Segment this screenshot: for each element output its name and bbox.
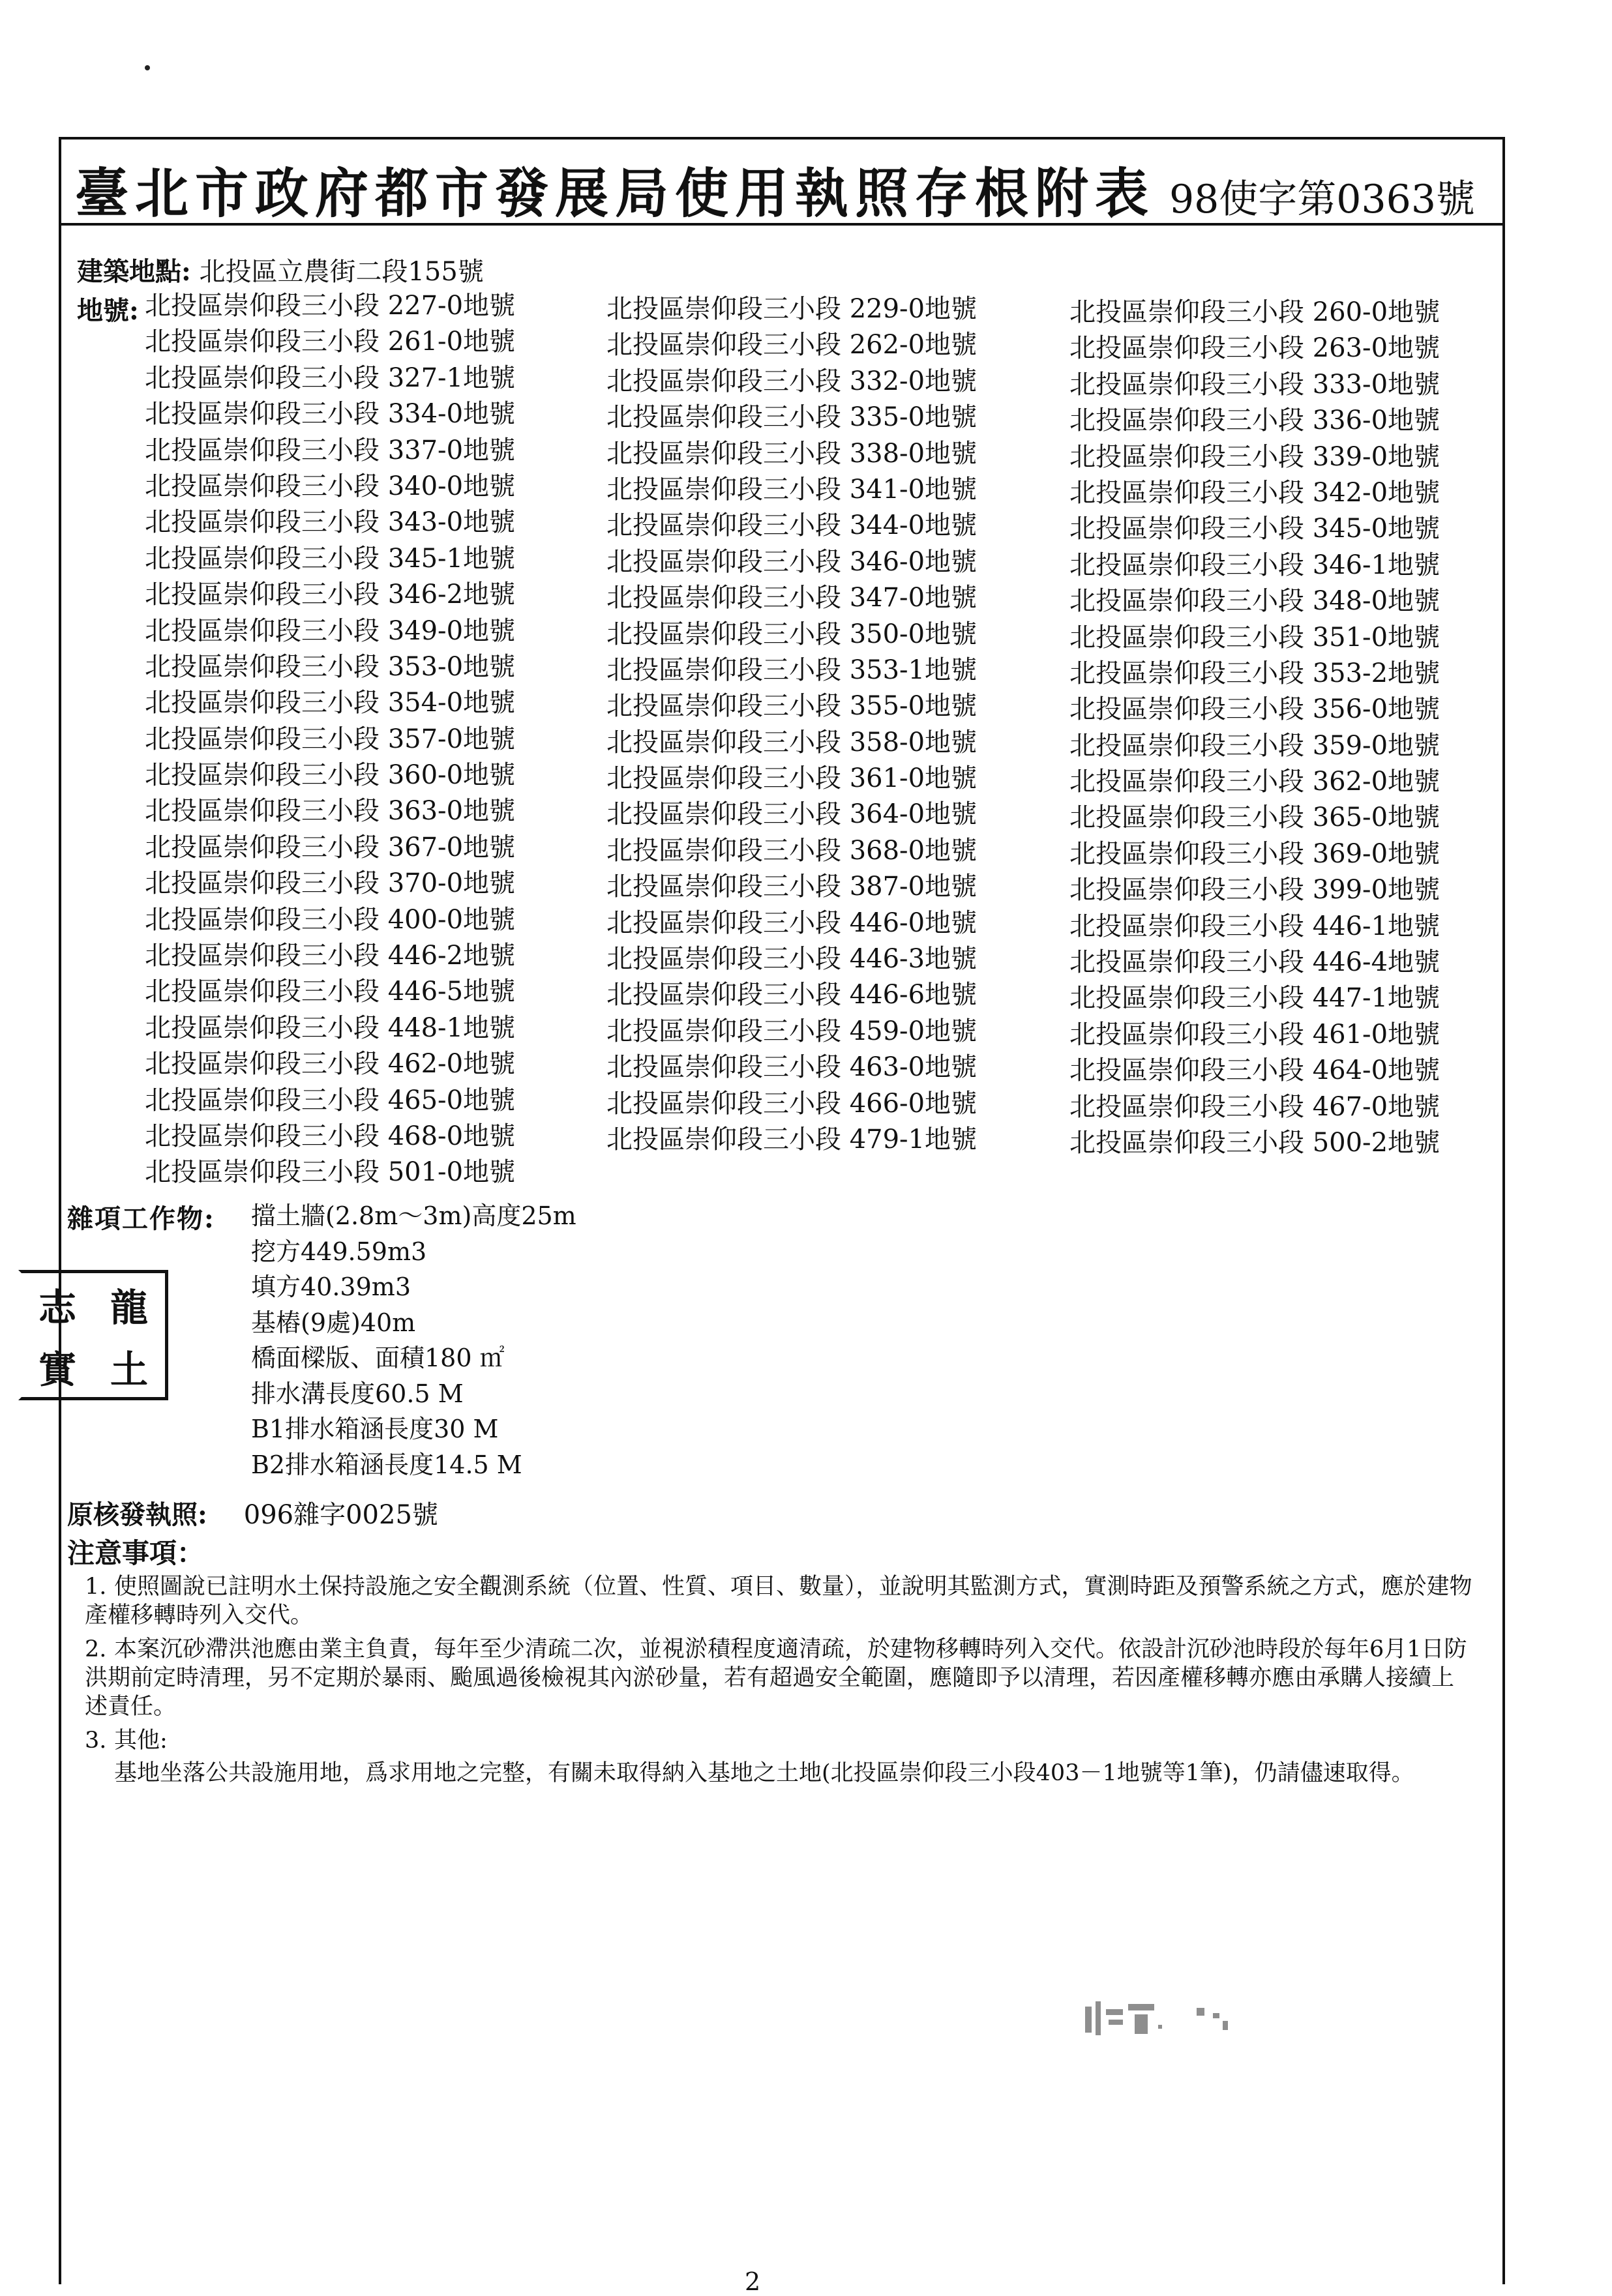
lot-number-item: 北投區崇仰段三小段 348-0地號 bbox=[1069, 586, 1440, 617]
lot-number-item: 北投區崇仰段三小段 345-1地號 bbox=[145, 543, 516, 574]
lot-number-item: 北投區崇仰段三小段 463-0地號 bbox=[606, 1052, 978, 1083]
lot-number-item: 北投區崇仰段三小段 459-0地號 bbox=[606, 1016, 978, 1046]
lot-number-item: 北投區崇仰段三小段 351-0地號 bbox=[1069, 622, 1440, 653]
misc-structures-label: 雜項工作物: bbox=[67, 1203, 215, 1234]
misc-structures-list bbox=[251, 1198, 576, 1482]
document-title: 臺北市政府都市發展局使用執照存根附表 bbox=[75, 162, 1156, 225]
lot-number-item: 北投區崇仰段三小段 367-0地號 bbox=[145, 832, 516, 862]
lot-number-item: 北投區崇仰段三小段 357-0地號 bbox=[145, 724, 516, 754]
misc-structure-item: 橋面樑版、面積180 ㎡ bbox=[251, 1344, 505, 1372]
lot-number-item: 北投區崇仰段三小段 346-1地號 bbox=[1069, 550, 1440, 580]
lot-number-item: 北投區崇仰段三小段 446-6地號 bbox=[606, 980, 978, 1010]
original-permit bbox=[67, 1494, 438, 1531]
misc-structure-item: 挖方449.59m3 bbox=[251, 1237, 427, 1266]
lot-number-item: 北投區崇仰段三小段 448-1地號 bbox=[145, 1012, 516, 1043]
lot-number-item: 北投區崇仰段三小段 335-0地號 bbox=[606, 402, 978, 433]
lot-number-item: 北投區崇仰段三小段 340-0地號 bbox=[145, 471, 516, 501]
original-permit-label: 原核發執照: bbox=[67, 1499, 207, 1530]
lot-number-item: 北投區崇仰段三小段 364-0地號 bbox=[606, 799, 978, 830]
lot-number-item: 北投區崇仰段三小段 353-0地號 bbox=[145, 651, 516, 682]
misc-structure-item: B2排水箱涵長度14.5 M bbox=[251, 1450, 522, 1479]
lot-number-item: 北投區崇仰段三小段 262-0地號 bbox=[606, 330, 978, 361]
seal-char: 志 bbox=[38, 1285, 76, 1330]
official-seal-stamp bbox=[18, 1270, 168, 1400]
misc-structure-item: 排水溝長度60.5 M bbox=[251, 1379, 464, 1408]
lot-number-item: 北投區崇仰段三小段 446-1地號 bbox=[1069, 911, 1440, 941]
lot-number-item: 北投區崇仰段三小段 349-0地號 bbox=[145, 615, 516, 646]
building-site-label: 建築地點: bbox=[77, 256, 191, 287]
building-site-address: 北投區立農街二段155號 bbox=[199, 257, 484, 287]
lot-column-1 bbox=[145, 288, 515, 1191]
note-item bbox=[85, 1572, 1474, 1630]
lot-number-item: 北投區崇仰段三小段 263-0地號 bbox=[1069, 333, 1440, 364]
lot-number-item: 北投區崇仰段三小段 344-0地號 bbox=[606, 510, 978, 541]
lot-number-item: 北投區崇仰段三小段 327-1地號 bbox=[145, 362, 516, 393]
lot-number-item: 北投區崇仰段三小段 387-0地號 bbox=[606, 872, 978, 902]
lot-number-item: 北投區崇仰段三小段 400-0地號 bbox=[145, 904, 516, 935]
lot-number-item: 北投區崇仰段三小段 362-0地號 bbox=[1069, 767, 1440, 797]
lot-number-item: 北投區崇仰段三小段 501-0地號 bbox=[145, 1157, 516, 1188]
lot-number-item: 北投區崇仰段三小段 370-0地號 bbox=[145, 868, 516, 899]
lot-number-item: 北投區崇仰段三小段 260-0地號 bbox=[1069, 297, 1440, 327]
lot-number-item: 北投區崇仰段三小段 355-0地號 bbox=[606, 691, 978, 722]
lot-number-item: 北投區崇仰段三小段 354-0地號 bbox=[145, 688, 516, 718]
note-number: 1. bbox=[85, 1574, 107, 1600]
lot-number-item: 北投區崇仰段三小段 446-5地號 bbox=[145, 977, 516, 1007]
lot-number-item: 北投區崇仰段三小段 347-0地號 bbox=[606, 583, 978, 613]
notes-title: 注意事項： bbox=[67, 1537, 205, 1569]
lot-number-item: 北投區崇仰段三小段 346-0地號 bbox=[606, 546, 978, 577]
lot-number-item: 北投區崇仰段三小段 359-0地號 bbox=[1069, 730, 1440, 761]
lot-number-item: 北投區崇仰段三小段 353-2地號 bbox=[1069, 658, 1440, 688]
lot-number-item: 北投區崇仰段三小段 356-0地號 bbox=[1069, 694, 1440, 725]
lot-number-item: 北投區崇仰段三小段 339-0地號 bbox=[1069, 441, 1440, 472]
lot-number-item: 北投區崇仰段三小段 361-0地號 bbox=[606, 763, 978, 794]
misc-structure-item: 填方40.39m3 bbox=[251, 1273, 411, 1301]
permit-number: 98使字第0363號 bbox=[1169, 177, 1475, 222]
lot-number-item: 北投區崇仰段三小段 350-0地號 bbox=[606, 619, 978, 649]
lot-number-item: 北投區崇仰段三小段 345-0地號 bbox=[1069, 514, 1440, 544]
seal-char: 龍 bbox=[110, 1285, 148, 1330]
lot-number-item: 北投區崇仰段三小段 479-1地號 bbox=[606, 1124, 978, 1155]
seal-char: 土 bbox=[110, 1347, 148, 1392]
lot-number-item: 北投區崇仰段三小段 447-1地號 bbox=[1069, 983, 1440, 1014]
faded-signature-mark bbox=[1082, 1995, 1291, 2040]
lot-number-item: 北投區崇仰段三小段 343-0地號 bbox=[145, 507, 516, 538]
original-permit-number: 096雜字0025號 bbox=[243, 1500, 438, 1530]
lot-number-item: 北投區崇仰段三小段 500-2地號 bbox=[1069, 1127, 1440, 1158]
lot-number-item: 北投區崇仰段三小段 462-0地號 bbox=[145, 1049, 516, 1080]
note-text: 使照圖說已註明水土保持設施之安全觀測系統（位置、性質、項目、數量），並說明其監測方式，實測時距及預警系統之方式，應於建物產權移轉時列入交代。 bbox=[85, 1574, 1472, 1628]
lot-number-item: 北投區崇仰段三小段 333-0地號 bbox=[1069, 369, 1440, 400]
lot-number-item: 北投區崇仰段三小段 399-0地號 bbox=[1069, 875, 1440, 905]
note-text: 本案沉砂滯洪池應由業主負責，每年至少清疏二次，並視淤積程度適清疏，於建物移轉時列入交代。依設計沉砂池時段於每年6月1日防洪期前定時清理，另不定期於暴雨、颱風過後檢視其內淤砂量，若有超過安全範圍，應隨即予以清理，若因產權移轉亦應由承購人接續上述責任。 bbox=[85, 1636, 1467, 1720]
lot-number-item: 北投區崇仰段三小段 368-0地號 bbox=[606, 835, 978, 866]
building-site bbox=[77, 251, 484, 288]
lot-number-item: 北投區崇仰段三小段 337-0地號 bbox=[145, 435, 516, 465]
note-number: 3. bbox=[85, 1728, 107, 1754]
note-item bbox=[85, 1635, 1474, 1721]
lot-number-item: 北投區崇仰段三小段 363-0地號 bbox=[145, 796, 516, 827]
page-number: 2 bbox=[745, 2267, 761, 2296]
lot-number-item: 北投區崇仰段三小段 353-1地號 bbox=[606, 655, 978, 685]
note-extra-text: 基地坐落公共設施用地，爲求用地之完整，有關未取得納入基地之土地(北投區崇仰段三小段403－1地號等1筆)，仍請儘速取得。 bbox=[114, 1760, 1414, 1786]
lot-number-item: 北投區崇仰段三小段 334-0地號 bbox=[145, 399, 516, 430]
lot-number-item: 北投區崇仰段三小段 465-0地號 bbox=[145, 1085, 516, 1115]
lot-number-item: 北投區崇仰段三小段 336-0地號 bbox=[1069, 405, 1440, 436]
lot-number-item: 北投區崇仰段三小段 341-0地號 bbox=[606, 474, 978, 505]
lot-number-item: 北投區崇仰段三小段 365-0地號 bbox=[1069, 802, 1440, 833]
lot-numbers-label: 地號: bbox=[77, 295, 139, 326]
lot-number-item: 北投區崇仰段三小段 261-0地號 bbox=[145, 327, 516, 357]
note-item bbox=[85, 1726, 1474, 1788]
misc-structure-item: 基樁(9處)40m bbox=[251, 1308, 416, 1337]
lot-number-item: 北投區崇仰段三小段 446-0地號 bbox=[606, 907, 978, 938]
lot-number-item: 北投區崇仰段三小段 227-0地號 bbox=[145, 291, 516, 321]
lot-number-item: 北投區崇仰段三小段 369-0地號 bbox=[1069, 838, 1440, 869]
misc-structure-item: 擋土牆(2.8m～3m)高度25m bbox=[251, 1201, 576, 1230]
note-text: 其他: bbox=[114, 1728, 168, 1754]
lot-number-item: 北投區崇仰段三小段 467-0地號 bbox=[1069, 1091, 1440, 1122]
lot-number-item: 北投區崇仰段三小段 360-0地號 bbox=[145, 760, 516, 791]
lot-number-item: 北投區崇仰段三小段 461-0地號 bbox=[1069, 1019, 1440, 1050]
scan-speck bbox=[145, 65, 150, 70]
lot-number-item: 北投區崇仰段三小段 466-0地號 bbox=[606, 1088, 978, 1119]
lot-number-item: 北投區崇仰段三小段 464-0地號 bbox=[1069, 1055, 1440, 1086]
lot-column-3 bbox=[1069, 295, 1440, 1161]
lot-number-item: 北投區崇仰段三小段 358-0地號 bbox=[606, 727, 978, 758]
seal-char: 實 bbox=[38, 1347, 76, 1392]
lot-number-item: 北投區崇仰段三小段 338-0地號 bbox=[606, 438, 978, 469]
notes-list bbox=[85, 1572, 1474, 1793]
note-number: 2. bbox=[85, 1636, 107, 1662]
lot-number-item: 北投區崇仰段三小段 342-0地號 bbox=[1069, 477, 1440, 508]
lot-number-item: 北投區崇仰段三小段 468-0地號 bbox=[145, 1121, 516, 1151]
lot-number-item: 北投區崇仰段三小段 446-4地號 bbox=[1069, 947, 1440, 978]
lot-number-item: 北投區崇仰段三小段 446-3地號 bbox=[606, 944, 978, 975]
lot-number-item: 北投區崇仰段三小段 346-2地號 bbox=[145, 580, 516, 610]
lot-number-item: 北投區崇仰段三小段 332-0地號 bbox=[606, 366, 978, 396]
lot-number-item: 北投區崇仰段三小段 229-0地號 bbox=[606, 294, 978, 324]
misc-structure-item: B1排水箱涵長度30 M bbox=[251, 1415, 499, 1443]
lot-column-2 bbox=[606, 291, 977, 1158]
lot-number-item: 北投區崇仰段三小段 446-2地號 bbox=[145, 941, 516, 971]
